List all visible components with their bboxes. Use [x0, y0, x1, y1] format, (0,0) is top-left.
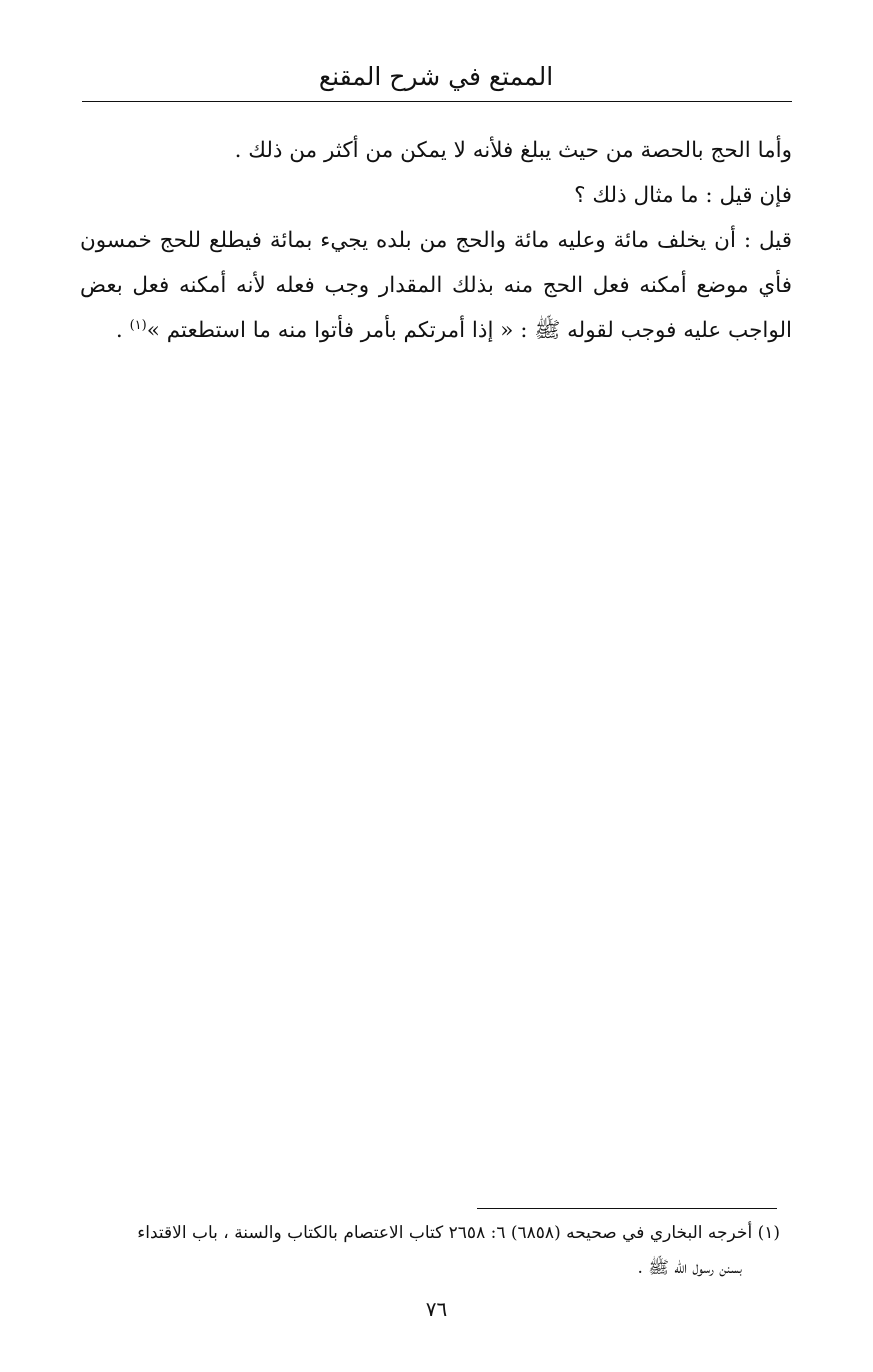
- answer-text: قيل : أن يخلف مائة وعليه مائة والحج من بلده يجيء بمائة فيطلع للحج خمسون فأي موضع أمكنه فعل الحج منه بذلك المقدار وجب فعله لأنه أمكنه فعل بعض الواجب عليه فوجب لقوله ﷺ : « إذا أمرتكم بأمر فأتوا منه ما استطعتم »: [80, 228, 792, 343]
- footnote-reference[interactable]: (١): [129, 317, 147, 333]
- footnote-1-continuation: بسنن رسول الله ﷺ .: [637, 1258, 742, 1278]
- main-text: [80, 128, 792, 353]
- header-rule: [82, 101, 792, 102]
- footnotes-section: [60, 1216, 780, 1286]
- running-head-title: الممتع في شرح المقنع: [318, 62, 554, 91]
- footnote-separator: [477, 1208, 777, 1209]
- paragraph-hajj-portion: وأما الحج بالحصة من حيث يبلغ فلأنه لا يمكن من أكثر من ذلك .: [234, 138, 792, 163]
- page-number: ٧٦: [425, 1297, 448, 1321]
- question-line: فإن قيل : ما مثال ذلك ؟: [574, 183, 792, 208]
- footnote-1: (١) أخرجه البخاري في صحيحه (٦٨٥٨) ٦: ٢٦٥٨ كتاب الاعتصام بالكتاب والسنة ، باب الاقتداء: [137, 1223, 780, 1243]
- answer-paragraph: [80, 218, 792, 353]
- answer-end-punctuation: .: [115, 318, 130, 343]
